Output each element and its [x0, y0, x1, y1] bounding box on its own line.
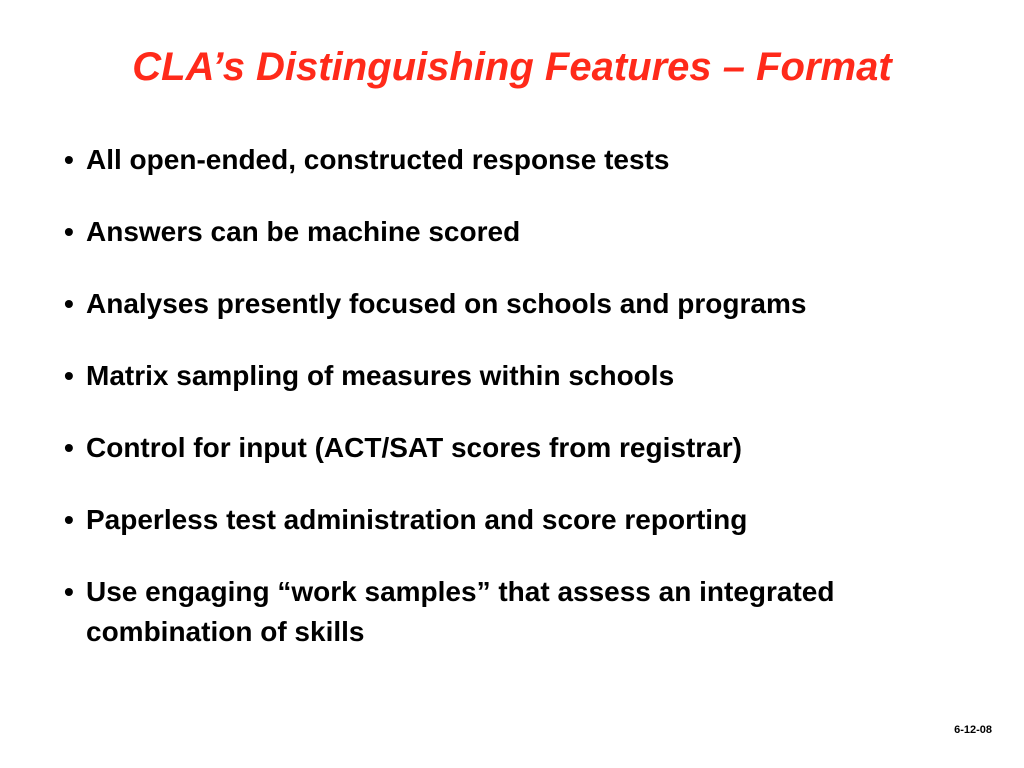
bullet-item [64, 428, 984, 468]
bullet-icon: • [64, 360, 74, 391]
bullet-text: Paperless test administration and score reporting [86, 504, 748, 535]
bullet-item [64, 572, 984, 652]
bullet-list [64, 140, 984, 684]
bullet-icon: • [64, 144, 74, 175]
bullet-text: Use engaging “work samples” that assess an integrated combination of skills [86, 576, 835, 647]
bullet-icon: • [64, 432, 74, 463]
bullet-text: Control for input (ACT/SAT scores from registrar) [86, 432, 742, 463]
slide-title: CLA’s Distinguishing Features – Format [132, 45, 892, 89]
bullet-item [64, 356, 984, 396]
bullet-icon: • [64, 216, 74, 247]
bullet-item [64, 212, 984, 252]
bullet-text: Matrix sampling of measures within schools [86, 360, 675, 391]
bullet-icon: • [64, 504, 74, 535]
slide-date: 6-12-08 [954, 724, 992, 736]
bullet-item [64, 500, 984, 540]
bullet-item [64, 140, 984, 180]
bullet-text: All open-ended, constructed response tests [86, 144, 670, 175]
bullet-text: Answers can be machine scored [86, 216, 521, 247]
bullet-icon: • [64, 576, 74, 607]
bullet-text: Analyses presently focused on schools and programs [86, 288, 807, 319]
bullet-item [64, 284, 984, 324]
bullet-icon: • [64, 288, 74, 319]
